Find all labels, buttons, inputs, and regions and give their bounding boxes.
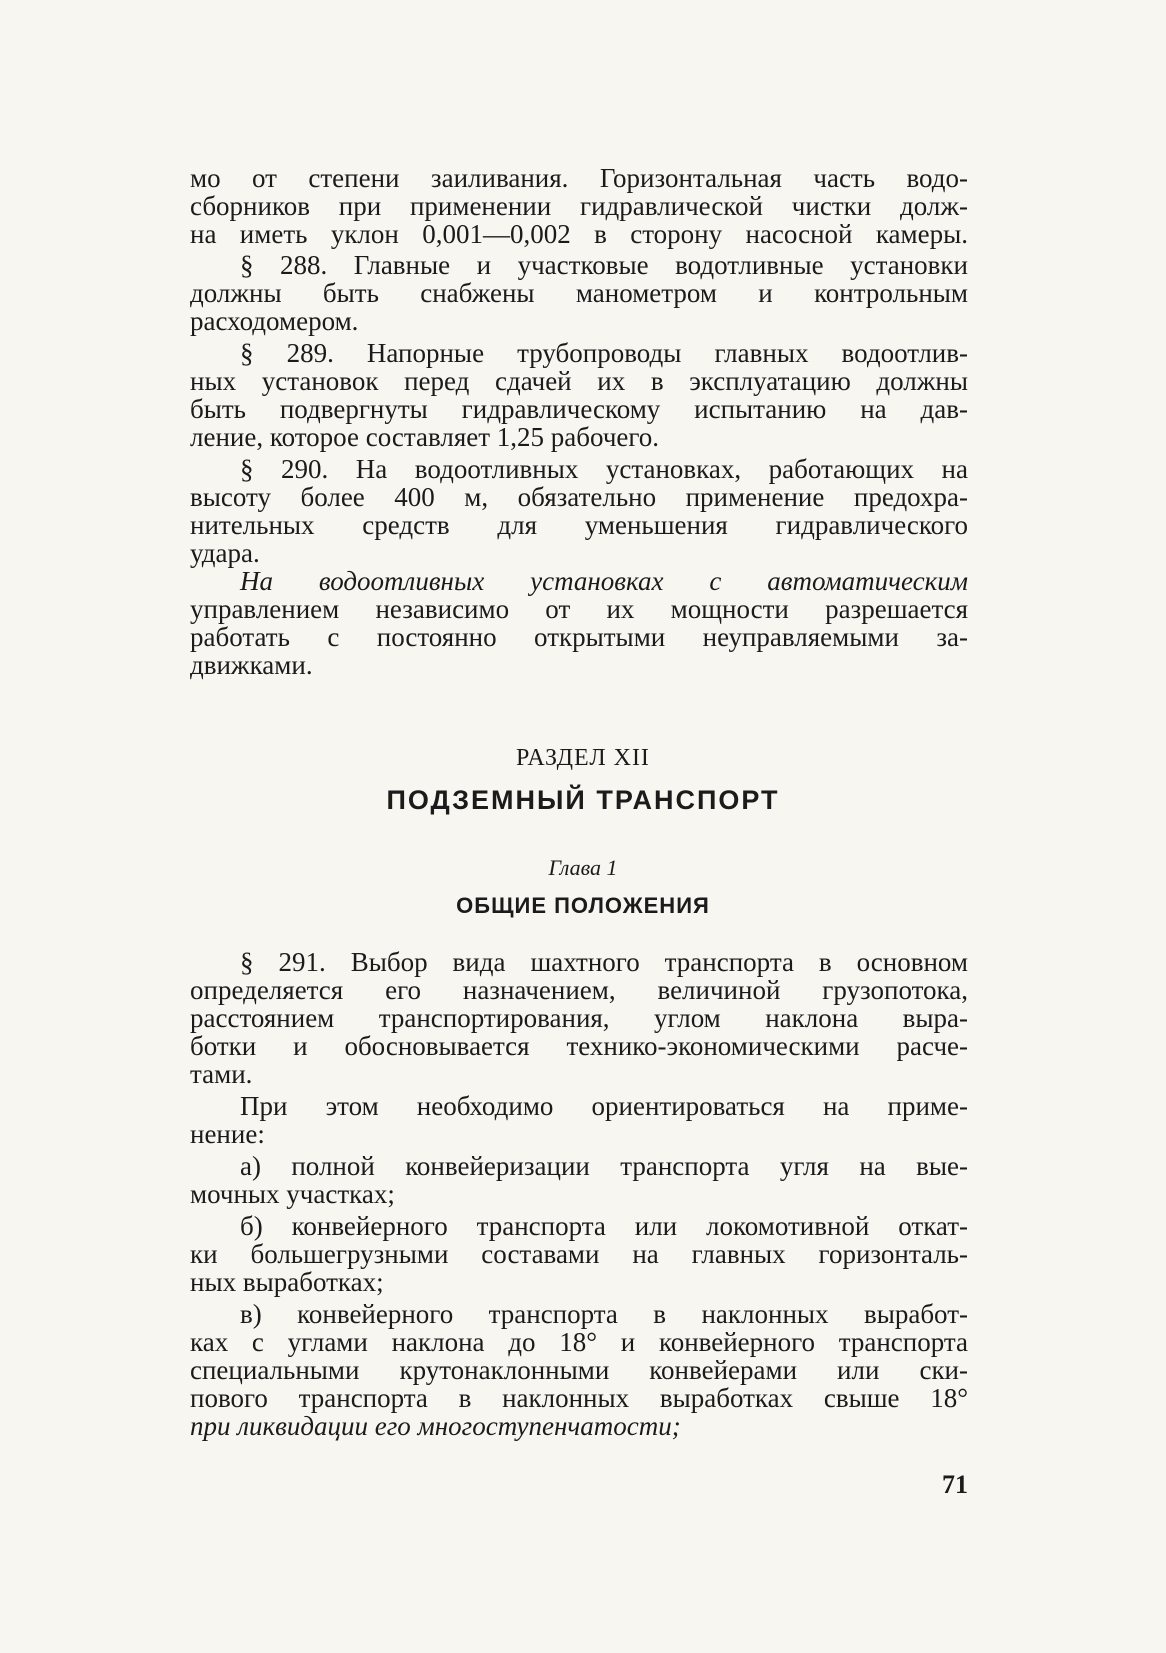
section-label: РАЗДЕЛ XII [516, 745, 650, 771]
chapter-label: Глава 1 [548, 855, 618, 880]
text-line: При этом необходимо ориентироваться на приме- [240, 1091, 968, 1121]
text-line: управлением независимо от их мощности разрешается [190, 594, 968, 624]
text-line: расстоянием транспортирования, углом наклона выра- [190, 1003, 968, 1033]
text-line: ботки и обосновывается технико-экономическими расче- [190, 1031, 968, 1061]
text-line: б) конвейерного транспорта или локомотивной откат- [240, 1211, 968, 1241]
section-title: ПОДЗЕМНЫЙ ТРАНСПОРТ [386, 785, 780, 815]
text-line: на иметь уклон 0,001—0,002 в сторону насосной камеры. [190, 219, 968, 249]
text-line: работать с постоянно открытыми неуправляемыми за- [190, 622, 968, 652]
text-line: ки большегрузными составами на главных горизонталь- [190, 1239, 968, 1269]
text-line: мочных участках; [190, 1179, 395, 1209]
text-line: движками. [190, 650, 313, 680]
text-line: § 291. Выбор вида шахтного транспорта в основном [240, 947, 968, 977]
text-line: высоту более 400 м, обязательно применение предохра- [190, 482, 968, 512]
text-line: расходомером. [190, 306, 359, 336]
text-line: быть подвергнуты гидравлическому испытанию на дав- [190, 394, 968, 424]
text-line: нение: [190, 1119, 265, 1149]
text-line: определяется его назначением, величиной грузопотока, [190, 975, 968, 1005]
text-line: специальными крутонаклонными конвейерами или ски- [190, 1355, 968, 1385]
text-line: нительных средств для уменьшения гидравлического [190, 510, 968, 540]
text-line: удара. [190, 538, 260, 568]
text-line: сборников при применении гидравлической чистки долж- [190, 191, 968, 221]
text-line: ление, которое составляет 1,25 рабочего. [190, 422, 660, 452]
chapter-title: ОБЩИЕ ПОЛОЖЕНИЯ [456, 893, 710, 918]
text-line: а) полной конвейеризации транспорта угля на вые- [240, 1151, 968, 1181]
text-line: § 289. Напорные трубопроводы главных водоотлив- [240, 338, 968, 368]
text-line: тами. [190, 1059, 253, 1089]
text-line: в) конвейерного транспорта в наклонных выработ- [240, 1299, 968, 1329]
text-line: пового транспорта в наклонных выработках свыше 18° [190, 1383, 968, 1413]
text-line: § 290. На водоотливных установках, работающих на [240, 454, 968, 484]
text-line: ных установок перед сдачей их в эксплуатацию должны [190, 366, 968, 396]
text-line: мо от степени заиливания. Горизонтальная часть водо- [190, 163, 968, 193]
text-line: § 288. Главные и участковые водотливные установки [240, 250, 968, 280]
text-line: должны быть снабжены манометром и контрольным [190, 278, 968, 308]
text-line: при ликвидации его многоступенчатости; [190, 1411, 681, 1441]
text-line: ках с углами наклона до 18° и конвейерного транспорта [190, 1327, 968, 1357]
text-line: ных выработках; [190, 1267, 384, 1297]
page-number: 71 [942, 1470, 968, 1499]
text-line: На водоотливных установках с автоматическим [240, 566, 968, 596]
